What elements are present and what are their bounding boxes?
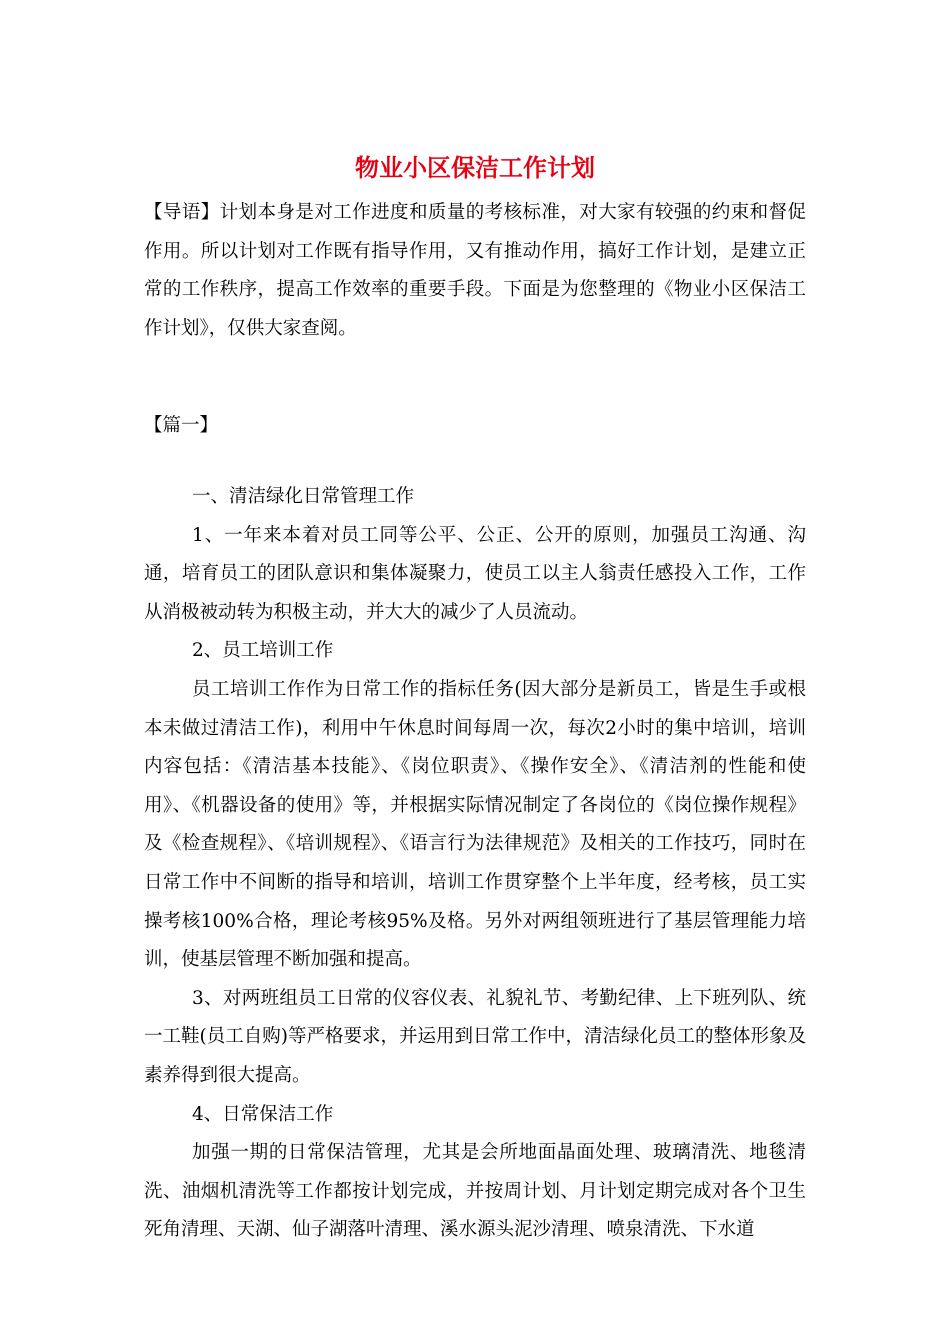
subheading: 2、员工培训工作 (192, 640, 334, 662)
subheading: 4、日常保洁工作 (192, 1103, 334, 1125)
paragraph: 3、对两班组员工日常的仪容仪表、礼貌礼节、考勤纪律、上下班列队、统一工鞋(员工自购)等严格要求，并运用到日常工作中，清洁绿化员工的整体形象及素养得到很大提高。 (144, 987, 806, 1086)
section-heading: 一、清洁绿化日常管理工作 (192, 486, 415, 507)
body-text (144, 478, 806, 1250)
intro-paragraph: 【导语】计划本身是对工作进度和质量的考核标准，对大家有较强的约束和督促作用。所以计划对工作既有指导作用，又有推动作用，搞好工作计划，是建立正常的工作秩序，提高工作效率的重要手段。下面是为您整理的《物业小区保洁工作计划》，仅供大家查阅。 (144, 202, 806, 339)
document-title: 物业小区保洁工作计划 (355, 154, 595, 182)
paragraph: 1、一年来本着对员工同等公平、公正、公开的原则，加强员工沟通、沟通，培育员工的团队意识和集体凝聚力，使员工以主人翁责任感投入工作，工作从消极被动转为积极主动，并大大的减少了人员流动。 (144, 524, 806, 623)
paragraph: 加强一期的日常保洁管理，尤其是会所地面晶面处理、玻璃清洗、地毯清洗、油烟机清洗等工作都按计划完成，并按周计划、月计划定期完成对各个卫生死角清理、天湖、仙子湖落叶清理、溪水源头泥沙清理、喷泉清洗、下水道 (144, 1142, 806, 1241)
section-label: 【篇一】 (144, 415, 219, 436)
paragraph: 员工培训工作作为日常工作的指标任务(因大部分是新员工，皆是生手或根本未做过清洁工作)，利用中午休息时间每周一次，每次2小时的集中培训，培训内容包括：《清洁基本技能》、《岗位职责》、《操作安全》、《清洁剂的性能和使用》、《机器设备的使用》等，并根据实际情况制定了各岗位的《岗位操作规程》及《检查规程》、《培训规程》、《语言行为法律规范》及相关的工作技巧，同时在日常工作中不间断的指导和培训，培训工作贯穿整个上半年度，经考核，员工实操考核100%合格，理论考核95%及格。另外对两组领班进行了基层管理能力培训，使基层管理不断加强和提高。 (144, 678, 806, 971)
